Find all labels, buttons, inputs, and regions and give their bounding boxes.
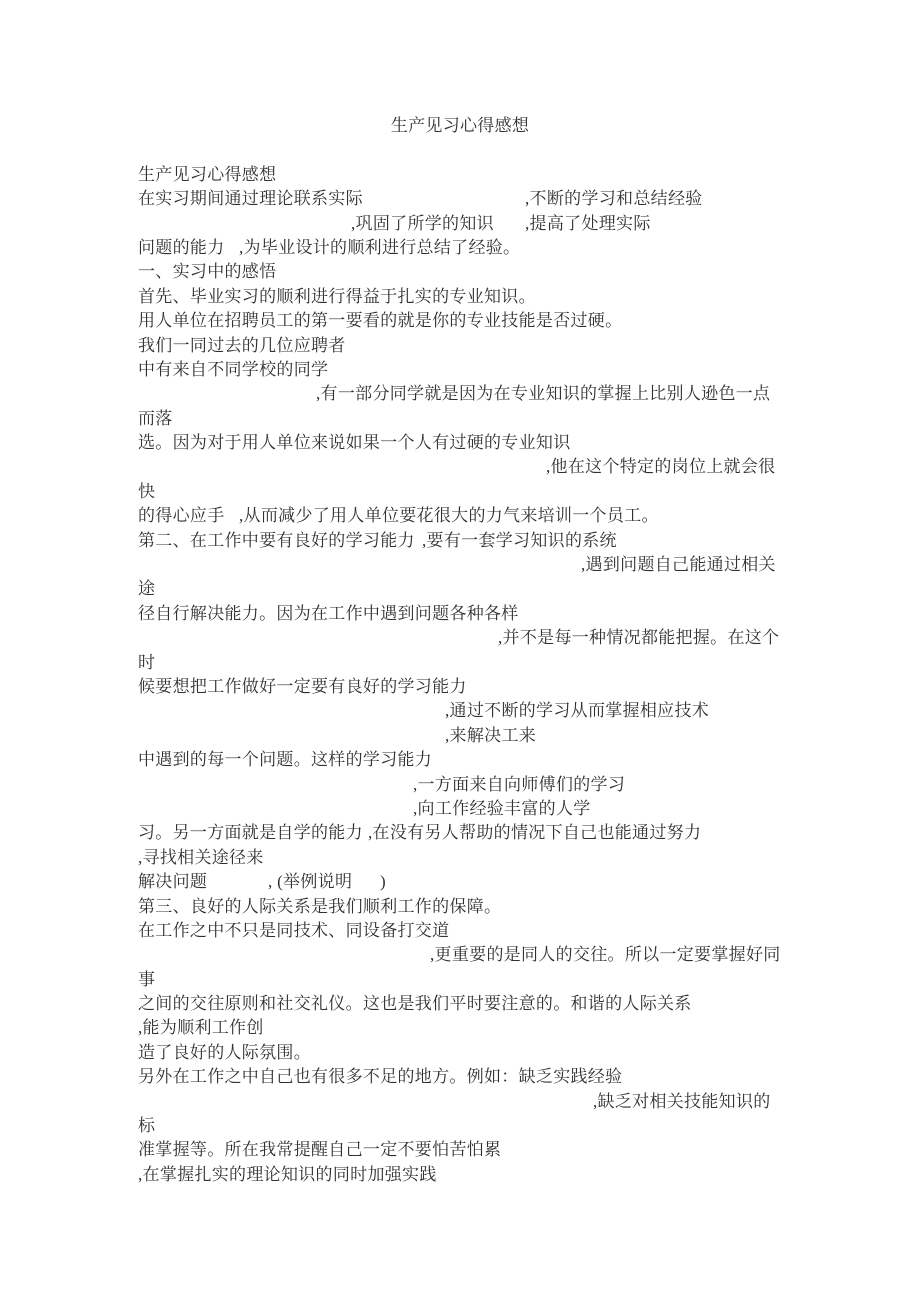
text-line	[138, 480, 920, 504]
text-line	[138, 992, 920, 1016]
text-segment: 事	[138, 969, 156, 989]
text-line	[138, 1016, 920, 1040]
text-line	[138, 1065, 920, 1089]
text-segment: ,他在这个特定的岗位上就会很	[546, 457, 776, 477]
text-segment: )	[380, 872, 386, 892]
text-segment: ,要有一套学习知识的系统	[422, 530, 617, 550]
text-segment: 在实习期间通过理论联系实际	[138, 189, 363, 209]
text-segment: 用人单位在招聘员工的第一要看的就是你的专业技能是否过硬。	[138, 311, 623, 331]
text-line	[138, 431, 920, 455]
text-line	[138, 1163, 920, 1187]
text-line	[138, 846, 920, 870]
text-segment: ,向工作经验丰富的人学	[413, 798, 591, 818]
text-line	[138, 797, 920, 821]
text-line	[138, 651, 920, 675]
text-segment: 造了良好的人际氛围。	[138, 1042, 311, 1062]
text-segment: 之间的交往原则和社交礼仪。这也是我们平时要注意的。和谐的人际关系	[138, 994, 692, 1014]
text-line	[138, 163, 920, 187]
text-line	[138, 187, 920, 211]
text-segment: ,提高了处理实际	[525, 213, 651, 233]
text-segment: ,缺乏对相关技能知识的	[593, 1091, 771, 1111]
text-line	[138, 382, 920, 406]
text-segment: ,巩固了所学的知识	[351, 213, 494, 233]
text-segment: 问题的能力	[138, 237, 225, 257]
document-body	[0, 163, 920, 1187]
text-segment: ,从而减少了用人单位要花很大的力气来培训一个员工。	[239, 506, 659, 526]
text-segment: 我们一同过去的几位应聘者	[138, 335, 346, 355]
text-segment: ,来解决工来	[445, 725, 537, 745]
text-segment: ,能为顺利工作创	[138, 1018, 264, 1038]
text-segment: 的得心应手	[138, 506, 225, 526]
text-segment: 途	[138, 579, 156, 599]
text-segment: ,有一部分同学就是因为在专业知识的掌握上比别人逊色一点	[316, 384, 771, 404]
text-segment: 第三、良好的人际关系是我们顺利工作的保障。	[138, 896, 502, 916]
text-segment: 中遇到的每一个问题。这样的学习能力	[138, 750, 433, 770]
text-line	[138, 1041, 920, 1065]
text-segment: 在工作之中不只是同技术、同设备打交道	[138, 920, 450, 940]
text-segment: ,寻找相关途径来	[138, 847, 264, 867]
text-line	[138, 358, 920, 382]
text-segment: 解决问题	[138, 872, 208, 892]
text-segment: 标	[138, 1116, 156, 1136]
text-segment: 快	[138, 481, 156, 501]
text-line	[138, 407, 920, 431]
text-line	[138, 1138, 920, 1162]
text-line	[138, 968, 920, 992]
text-line	[138, 504, 920, 528]
text-segment: ,不断的学习和总结经验	[525, 189, 703, 209]
text-line	[138, 309, 920, 333]
text-segment: ,更重要的是同人的交往。所以一定要掌握好同	[430, 945, 781, 965]
text-line	[138, 334, 920, 358]
text-line	[138, 529, 920, 553]
text-line	[138, 455, 920, 479]
text-segment: ,一方面来自向师傅们的学习	[413, 774, 626, 794]
text-segment: ,为毕业设计的顺利进行总结了经验。	[239, 237, 521, 257]
text-segment: , (举例说明	[268, 872, 353, 892]
text-line	[138, 699, 920, 723]
text-segment: 时	[138, 652, 156, 672]
text-segment: ,在掌握扎实的理论知识的同时加强实践	[138, 1164, 437, 1184]
text-segment: ,通过不断的学习从而掌握相应技术	[445, 701, 710, 721]
text-line	[138, 773, 920, 797]
document-title: 生产见习心得感想	[390, 116, 530, 135]
text-line	[138, 553, 920, 577]
text-line	[138, 236, 920, 260]
text-line	[138, 260, 920, 284]
text-segment: 准掌握等。所在我常提醒自己一定不要怕苦怕累	[138, 1140, 502, 1160]
text-segment: 候要想把工作做好一定要有良好的学习能力	[138, 676, 467, 696]
text-line	[138, 626, 920, 650]
text-line	[138, 602, 920, 626]
text-line	[138, 919, 920, 943]
text-line	[138, 1090, 920, 1114]
text-segment: 径自行解决能力。因为在工作中遇到问题各种各样	[138, 603, 519, 623]
text-line	[138, 212, 920, 236]
text-segment: 而落	[138, 408, 173, 428]
text-line	[138, 748, 920, 772]
text-segment: 中有来自不同学校的同学	[138, 359, 329, 379]
text-line	[138, 943, 920, 967]
text-line	[138, 675, 920, 699]
text-line	[138, 895, 920, 919]
text-line	[138, 577, 920, 601]
text-segment: 首先、毕业实习的顺利进行得益于扎实的专业知识。	[138, 286, 536, 306]
text-segment: ,在没有另人帮助的情况下自己也能通过努力	[368, 823, 702, 843]
text-segment: 生产见习心得感想	[138, 164, 277, 184]
text-line	[138, 285, 920, 309]
text-segment: 另外在工作之中自己也有很多不足的地方。例如：缺乏实践经验	[138, 1067, 623, 1087]
text-line	[138, 724, 920, 748]
text-segment: 一、实习中的感悟	[138, 262, 277, 282]
text-segment: 第二、在工作中要有良好的学习能力	[138, 530, 415, 550]
text-segment: ,并不是每一种情况都能把握。在这个	[498, 628, 780, 648]
text-line	[138, 821, 920, 845]
text-segment: ,遇到问题自己能通过相关	[581, 555, 776, 575]
text-segment: 选。因为对于用人单位来说如果一个人有过硬的专业知识	[138, 433, 571, 453]
text-segment: 习。另一方面就是自学的能力	[138, 823, 363, 843]
text-line	[138, 870, 920, 894]
text-line	[138, 1114, 920, 1138]
